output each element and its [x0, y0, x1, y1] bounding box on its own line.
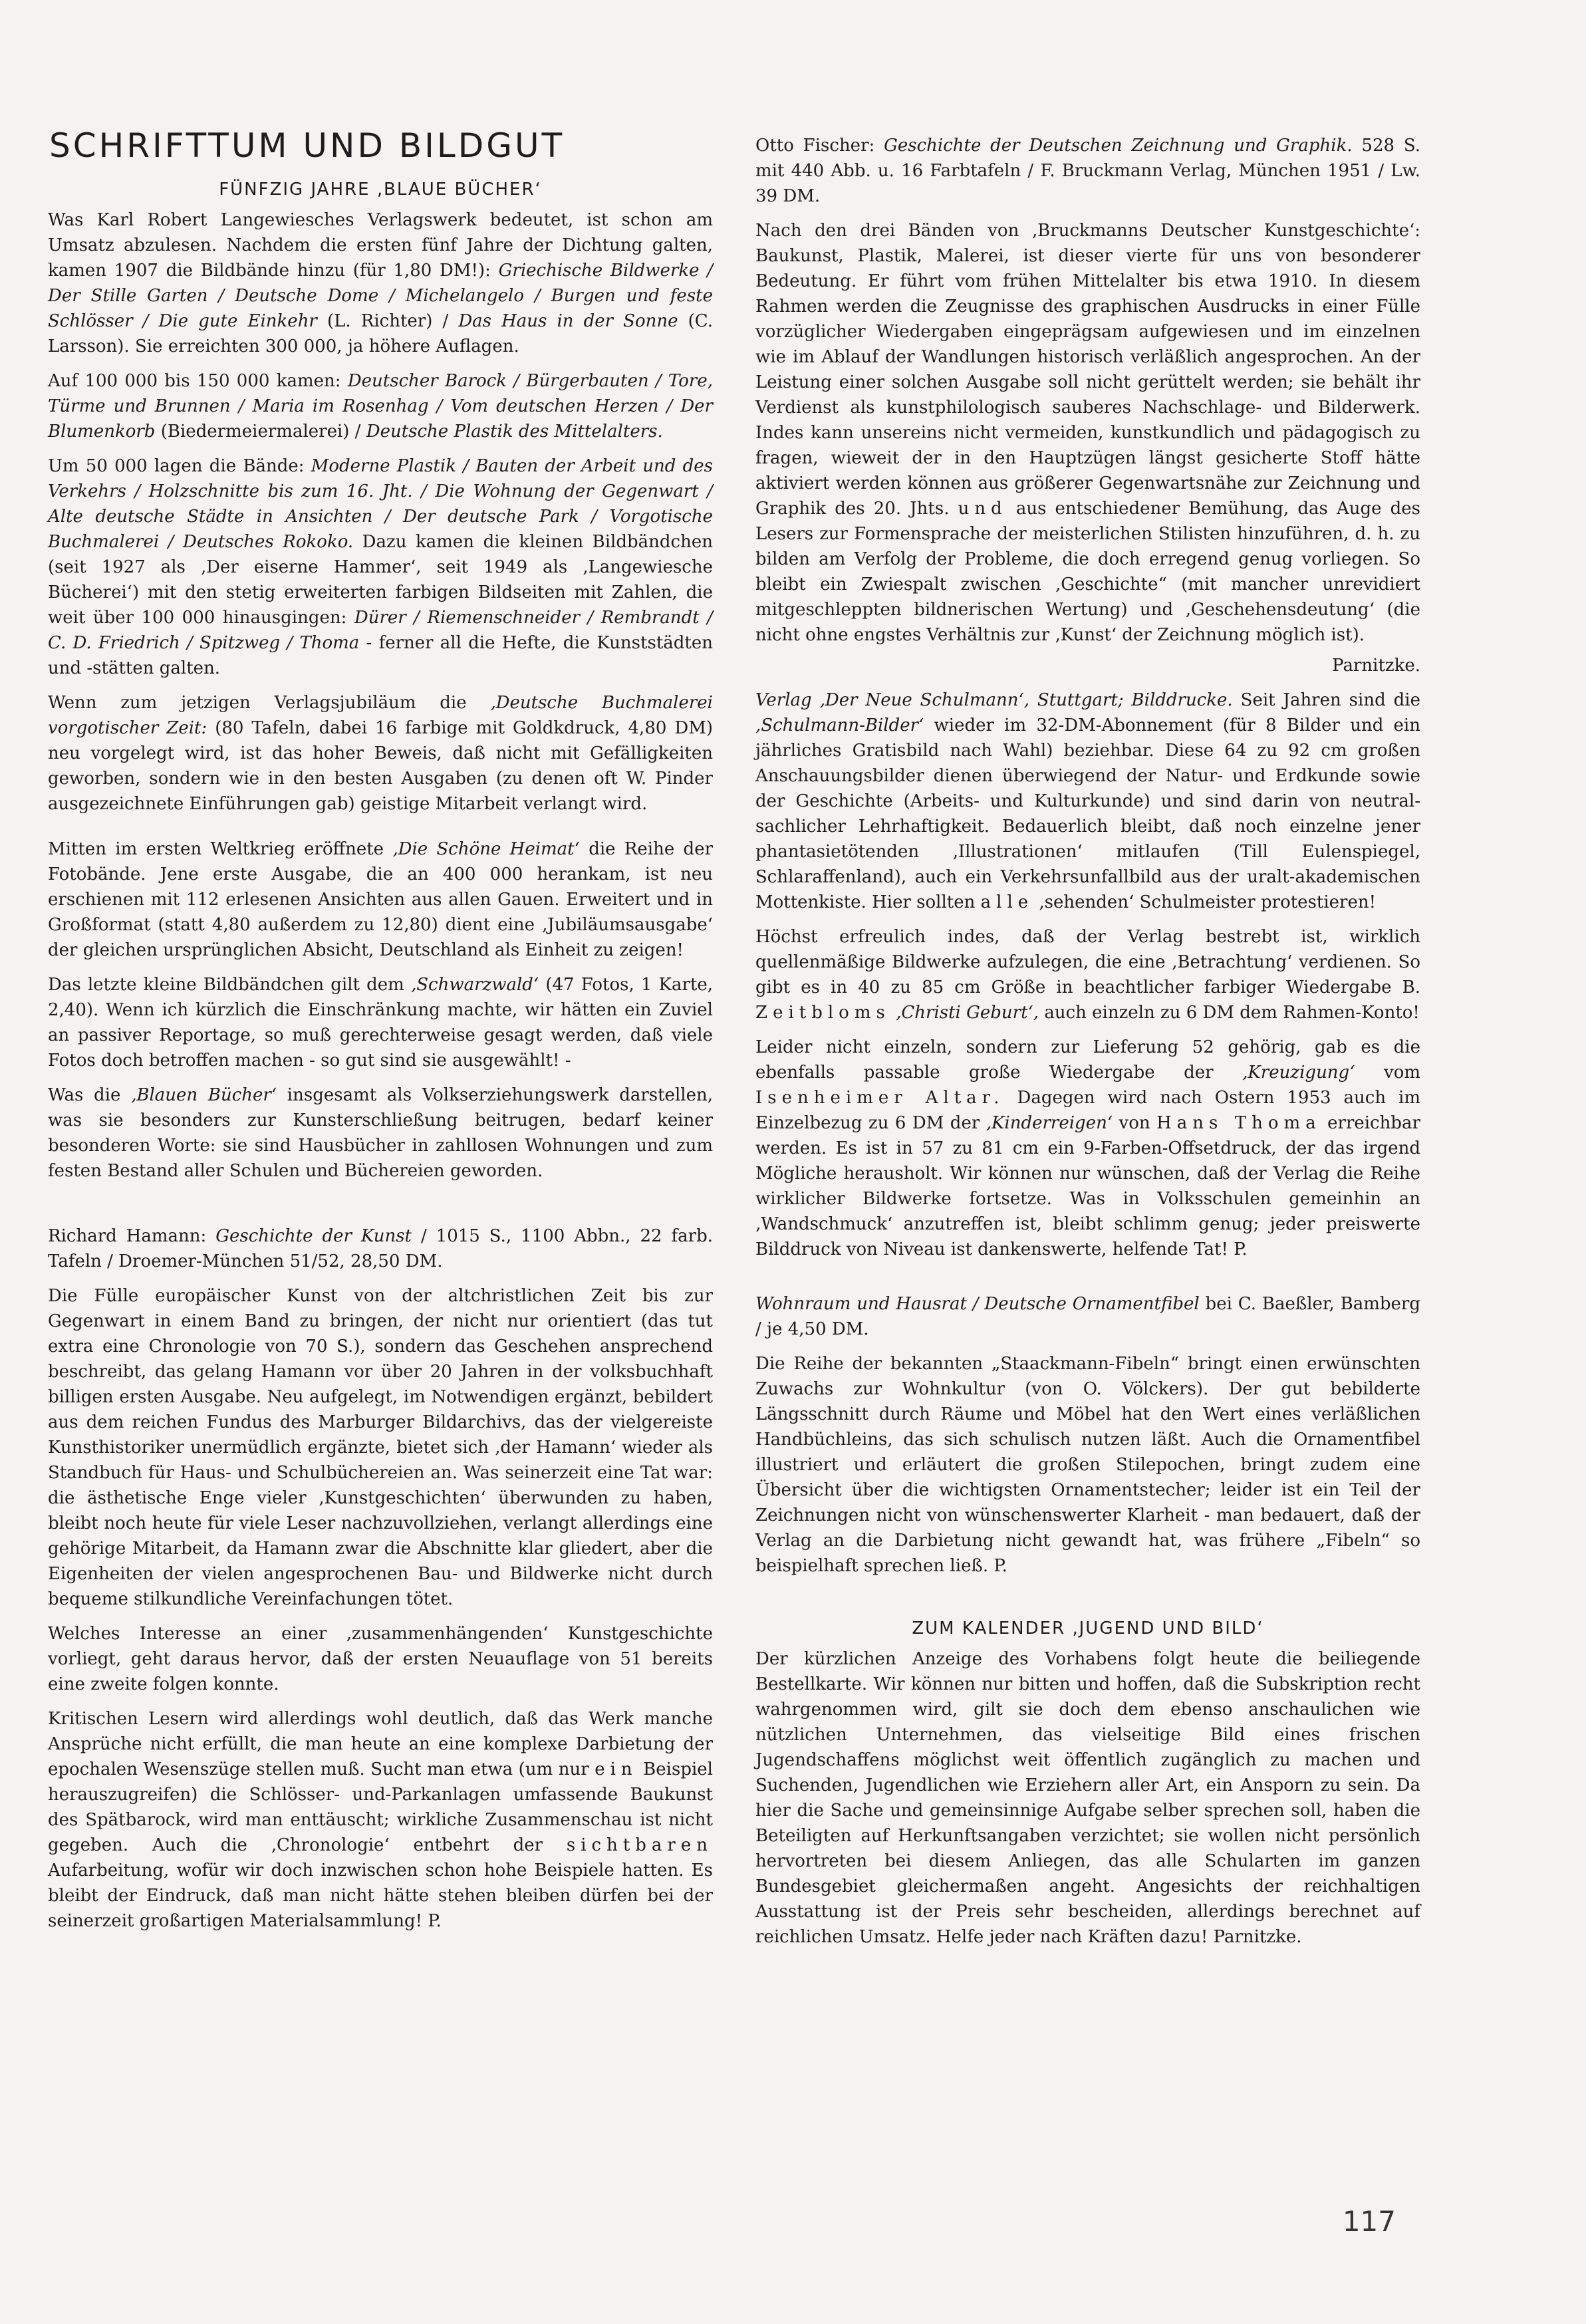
- text: die Reihe der Fotobände. Jene erste Ausgabe, die an 400 000 herankam, ist neu erschienen mit 112 erlesenen Ansichten aus allen Gauen. Erweitert und in Großformat (statt 4,80 außerdem zu 12,80) dient eine ‚Jubiläumsausgabe‘ der gleichen ursprünglichen Absicht, Deutschland als Einheit zu zeigen!: [48, 839, 714, 960]
- section-title-blaue-buecher: FÜNFZIG JAHRE ‚BLAUE BÜCHER‘: [219, 180, 542, 199]
- text: Was die: [48, 1085, 132, 1105]
- text: insgesamt als Volkserziehungswerk darstellen, was sie besonders zur Kunsterschließung beitrugen, bedarf keiner besonderen Worte: sie sind Hausbücher in zahllosen Wohnungen und zum festen Bestand aller Schulen und Büchereien geworden.: [48, 1085, 713, 1181]
- book-title: Das Haus in der Sonne: [458, 311, 678, 331]
- book-title: ‚Schulmann-Bilder‘: [755, 715, 924, 735]
- emphasis: Hans Thoma: [1156, 1113, 1321, 1133]
- paragraph: Die Fülle europäischer Kunst von der altchristlichen Zeit bis zur Gegenwart in einem Band zu bringen, der nicht nur orientiert (das tut extra eine Chronologie von 70 S.), sondern das Geschehen ansprechend beschreibt, das gelang Hamann vor über 20 Jahren in der volksbuchhaft billigen ersten Ausgabe. Neu aufgelegt, im Notwendigen ergänzt, bebildert aus dem reichen Fundus des Marburger Bildarchivs, das der vielgereiste Kunsthistoriker unermüdlich ergänzte, bietet sich ‚der Hamann‘ wieder als Standbuch für Haus- und Schulbüchereien an. Was seinerzeit eine Tat war: die ästhetische Enge vieler ‚Kunstgeschichten‘ überwunden zu haben, bleibt noch heute für viele Leser nachzuvollziehen, verlangt allerdings eine gehörige Mitarbeit, da Hamann zwar die Abschnitte klar gliedert, aber die Eigenheiten der vielen angesprochenen Bau- und Bildwerke nicht durch bequeme stilkundliche Vereinfachungen tötet.: [48, 1286, 713, 1609]
- emphasis: alle: [980, 892, 1034, 912]
- text: erreichbar werden. Es ist in 57 zu 81 cm ein 9-Farben-Offsetdruck, der das irgend Mögliche herausholt. Wir können nur wünschen, daß der Verlag die Reihe wirklicher Bildwerke fortsetze. Was in Volksschulen gemeinhin an ‚Wandschmuck‘ anzutreffen ist, bleibt schlimm genug; jeder preiswerte Bilddruck von Niveau ist dankenswerte, helfende Tat!: [755, 1113, 1420, 1259]
- author-signature: Parnitzke.: [1213, 1927, 1302, 1947]
- author-signature: Parnitzke.: [1332, 656, 1420, 676]
- text: Dazu kamen die kleinen Bildbändchen (seit 1927 als ‚Der eiserne Hammer‘, seit 1949 als ‚Langewiesche Bücherei‘) mit den stetig erweiterten farbigen Bildseiten mit Zahlen, die weit über 100 000 hinausgingen:: [48, 532, 713, 628]
- article-fischer: [755, 133, 1420, 678]
- text: Kritischen Lesern wird allerdings wohl deutlich, daß das Werk manche Ansprüche nicht erfüllt, die man heute an eine komplexe Darbietung der epochalen Wesenszüge stellen muß. Sucht man etwa (um nur: [48, 1709, 713, 1779]
- text: ‚sehenden‘ Schulmeister protestieren!: [1033, 892, 1377, 912]
- author: Richard Hamann:: [48, 1226, 216, 1246]
- book-titles: Deutscher Barock / Bürgerbauten / Tore, Türme und Brunnen / Maria im Rosenhag / Vom deutschen Herzen / Der Blumenkorb: [48, 371, 713, 442]
- book-title: Wohnraum und Hausrat / Deutsche Ornamentfibel: [755, 1294, 1200, 1314]
- emphasis: und: [958, 499, 1007, 519]
- article-schulmann: [755, 688, 1420, 1262]
- book-titles: Dürer / Riemenschneider / Rembrandt / C. D. Friedrich / Spitzweg / Thoma: [48, 608, 713, 653]
- book-title: Deutsche Plastik des Mittelalters.: [366, 422, 663, 442]
- publisher-reference: Verlag ‚Der Neue Schulmann‘, Stuttgart; Bilddrucke.: [755, 690, 1233, 710]
- book-title: ‚Blauen Bücher‘: [131, 1085, 277, 1105]
- paragraph: [48, 368, 713, 444]
- text: (80 Tafeln, dabei 16 farbige mit Goldkdruck, 4,80 DM) neu vorgelegt wird, ist das hoher Beweis, daß nicht mit Gefälligkeiten geworben, sondern wie in den besten Ausgaben (zu denen oft W. Pinder ausgezeichnete Einführungen gab) geistige Mitarbeit verlangt wird.: [48, 718, 713, 814]
- spacer: [755, 1588, 1420, 1618]
- text: Nach den drei Bänden von ‚Bruckmanns Deutscher Kunstgeschichte‘: Baukunst, Plastik, Malerei, ist dieser vierte für uns von besonderer Bedeutung. Er führt vom frühen Mittelalter bis etwa 1910. In diesem Rahmen werden die Zeugnisse des graphischen Ausdrucks in einer Fülle vorzüglicher Wiedergaben eingeprägsam aufgewiesen und im einzelnen wie im Ablauf der Wandlungen historisch verläßlich angesprochen. An der Leistung einer solchen Ausgabe soll nicht gerüttelt werden; sie behält ihr Verdienst als kunstphilologisch sauberes Nachschlage- und Bilderwerk. Indes kann unsereins nicht vermeiden, kunstkundlich und pädagogisch zu fragen, wieweit der in den Hauptzügen längst gesicherte Stoff hätte aktiviert werden können aus größerer Gegenwartsnähe zur Zeichnung und Graphik des 20. Jhts.: [755, 221, 1420, 519]
- paragraph: [48, 972, 713, 1073]
- paragraph: [48, 453, 713, 681]
- book-titles: Griechische Bildwerke / Der Stille Garten / Deutsche Dome / Michelangelo / Burgen und feste Schlösser / Die gute Einkehr: [48, 261, 713, 331]
- paragraph: [755, 1351, 1420, 1579]
- text: wieder im 32-DM-Abonnement (für 8 Bilder und ein jährliches Gratisbild nach Wahl) beziehbar. Diese 64 zu 92 cm großen Anschauungsbilder dienen überwiegend der Natur- und Erdkunde sowie der Geschichte (Arbeits- und Kulturkunde) und sind darin von neutral-sachlicher Lehrhaftigkeit. Bedauerlich bleibt, daß noch einzelne jener phantasietötenden ‚Illustrationen‘ mitlaufen (Till Eulenspiegel, Schlaraffenland), auch ein Verkehrsunfallbild aus der uralt-akademischen Mottenkiste. Hier sollten: [755, 715, 1420, 912]
- text: Aufarbeitung, wofür wir doch inzwischen schon hohe Beispiele hatten. Es bleibt der Eindruck, daß man nicht hätte stehen bleiben dürfen bei der seinerzeit großartigen Materialsammlung!: [48, 1861, 713, 1931]
- paragraph: [48, 207, 713, 359]
- author-signature: P.: [993, 1556, 1007, 1576]
- left-column: [48, 120, 713, 1943]
- author-signature: P.: [428, 1911, 442, 1931]
- text: Mitten im ersten Weltkrieg eröffnete: [48, 839, 393, 859]
- text: Seit Jahren sind die: [1232, 690, 1420, 710]
- paragraph: [755, 218, 1420, 648]
- text: (47 Fotos, 1 Karte, 2,40). Wenn ich kürzlich die Einschränkung machte, wir hätten ein Zuviel an passiver Reportage, so muß gerechterweise gesagt werden, daß viele Fotos doch betroffen machen - so gut sind sie ausgewählt! -: [48, 975, 714, 1071]
- paragraph: [755, 1035, 1420, 1262]
- paragraph: [755, 924, 1420, 1025]
- text: Auf 100 000 bis 150 000 kamen:: [48, 371, 348, 391]
- paragraph: Welches Interesse an einer ‚zusammenhängenden‘ Kunstgeschichte vorliegt, geht daraus hervor, daß der ersten Neuauflage von 51 bereits eine zweite folgen konnte.: [48, 1624, 713, 1694]
- paragraph: [48, 837, 713, 963]
- section-title-kalender: ZUM KALENDER ‚JUGEND UND BILD‘: [912, 1618, 1264, 1638]
- text: Das letzte kleine Bildbändchen gilt dem: [48, 975, 411, 995]
- publication-details: 528 S. mit 440 Abb. u. 16 Farbtafeln / F. Bruckmann Verlag, München 1951 / Lw. 39 DM.: [755, 136, 1420, 206]
- paragraph: [755, 688, 1420, 915]
- book-title: Geschichte der Deutschen Zeichnung und Graphik.: [884, 136, 1353, 156]
- article-kalender: [755, 1618, 1420, 1950]
- page-title: SCHRIFTTUM UND BILDGUT: [49, 126, 565, 165]
- text: (L. Richter) /: [317, 311, 459, 331]
- article-blaue-buecher: [48, 207, 713, 1184]
- right-column: [755, 133, 1420, 1959]
- book-reference: [755, 1291, 1420, 1342]
- book-title: ‚Deutsche Buchmalerei vorgotischer Zeit:: [48, 693, 714, 738]
- text: von: [1113, 1113, 1157, 1133]
- text: Die Reihe der bekannten „Staackmann-Fibeln“ bringt einen erwünschten Zuwachs zur Wohnkultur (von O. Völckers). Der gut bebilderte Längsschnitt durch Räume und Möbel hat den Wert eines verläßlichen Handbüchleins, das sich schulisch nutzen läßt. Auch die Ornamentfibel illustriert und erläutert die großen Stilepochen, bringt zudem eine Übersicht über die wichtigsten Ornamentstecher; leider ist ein Teil der Zeichnungen nicht von wünschenswerter Klarheit - man bedauert, daß der Verlag an die Darbietung nicht gewandt hat, was frühere „Fibeln“ so beispielhaft sprechen ließ.: [755, 1354, 1420, 1576]
- text: Der kürzlichen Anzeige des Vorhabens folgt heute die beiliegende Bestellkarte. Wir können nur bitten und hoffen, daß die Subskription recht wahrgenommen wird, gilt sie doch dem ebenso anschaulichen wie nützlichen Unternehmen, das vielseitige Bild eines frischen Jugendschaffens möglichst weit öffentlich zugänglich zu machen und Suchenden, Jugendlichen wie Erziehern aller Art, ein Ansporn zu sein. Da hier die Sache und gemeinsinnige Aufgabe selber sprechen soll, haben die Beteiligten auf Herkunftsangaben verzichtet; sie wollen nicht persönlich hervortreten bei diesem Anliegen, das alle Schularten im ganzen Bundesgebiet gleichermaßen angeht. Angesichts der reichhaltigen Ausstattung ist der Preis sehr bescheiden, allerdings berechnet auf reichlichen Umsatz. Helfe jeder nach Kräften dazu!: [755, 1649, 1420, 1947]
- text: Was Karl Robert Langewiesches Verlagswerk bedeutet, ist schon am Umsatz abzulesen. Nachdem die ersten fünf Jahre der Dichtung galten, kamen 1907 die Bildbände hinzu (für 1,80 DM!):: [48, 210, 713, 281]
- book-title: Geschichte der Kunst: [215, 1226, 412, 1246]
- book-titles: Moderne Plastik / Bauten der Arbeit und des Verkehrs / Holzschnitte bis zum 16. Jht. / Die Wohnung der Gegenwart / Alte deutsche Städte in Ansichten / Der deutsche Park / Vorgotische Buchmalerei / Deutsches Rokoko.: [48, 456, 713, 552]
- article-wohnraum: [755, 1291, 1420, 1579]
- paragraph: [755, 1646, 1420, 1950]
- article-hamann: [48, 1224, 713, 1934]
- book-reference: [48, 1224, 713, 1274]
- text: auch einzeln zu 6 DM dem Rahmen-Konto!: [1039, 1003, 1420, 1023]
- artwork-title: ‚Kinderreigen‘: [986, 1113, 1113, 1133]
- text: aus entschiedener Bemühung, das Auge des Lesers zur Formensprache der meisterlichen Stilisten hinzuführen, d. h. zu bilden am Verfolg der Probleme, die doch erregend genug vorliegen. So bleibt ein Zwiespalt zwischen ‚Geschichte“ (mit mancher unrevidiert mitgeschleppten bildnerischen Wertung) und ‚Geschehensdeutung‘ (die nicht ohne engstes Verhältnis zur ‚Kunst‘ der Zeichnung möglich ist).: [755, 499, 1420, 645]
- emphasis: ein: [595, 1759, 638, 1779]
- book-reference: [755, 133, 1420, 209]
- text: (Biedermeiermalerei) /: [155, 422, 366, 442]
- text: Dagegen wird nach Ostern 1953 auch im Einzelbezug zu 6 DM der: [755, 1088, 1420, 1133]
- text: (C. Larsson). Sie erreichten 300 000, ja höhere Auflagen.: [48, 311, 714, 356]
- emphasis: Isenheimer Altar.: [755, 1088, 1005, 1108]
- emphasis: sichtbaren: [566, 1835, 713, 1855]
- author: Otto Fischer:: [755, 136, 884, 156]
- artwork-title: ‚Christi Geburt‘,: [896, 1003, 1039, 1023]
- text: Wenn zum jetzigen Verlagsjubiläum die: [48, 693, 491, 713]
- book-title: ‚Die Schöne Heimat‘: [392, 839, 580, 859]
- text: Um 50 000 lagen die Bände:: [48, 456, 311, 476]
- paragraph: [48, 690, 713, 817]
- spacer: [48, 1193, 713, 1224]
- paragraph: [48, 1706, 713, 1934]
- text: vom: [1355, 1063, 1420, 1083]
- spacer: [755, 1271, 1420, 1291]
- page-number: 117: [1342, 2205, 1396, 2238]
- paragraph: [48, 1083, 713, 1184]
- author-signature: P.: [1234, 1239, 1248, 1259]
- artwork-title: ‚Kreuzigung‘: [1242, 1063, 1355, 1083]
- book-title: ‚Schwarzwald‘: [410, 975, 539, 995]
- publication-details: bei C. Baeßler, Bamberg / je 4,50 DM.: [755, 1294, 1420, 1339]
- emphasis: Zeitbloms: [755, 1003, 890, 1023]
- publication-details: / 1015 S., 1100 Abbn., 22 farb. Tafeln / Droemer-München 51/52, 28,50 DM.: [48, 1226, 713, 1271]
- text: Höchst erfreulich indes, daß der Verlag bestrebt ist, wirklich quellenmäßige Bildwerke aufzulegen, die eine ‚Betrachtung‘ verdienen. So gibt es in 40 zu 85 cm Größe in beachtlicher farbiger Wiedergabe B.: [755, 927, 1420, 997]
- text: Beispiel herauszugreifen) die Schlösser- und-Parkanlagen umfassende Baukunst des Spätbarock, wird man enttäuscht; wirkliche Zusammenschau ist nicht gegeben. Auch die ‚Chronologie‘ entbehrt der: [48, 1759, 713, 1855]
- text: - ferner all die Hefte, die Kunststädten und -stätten galten.: [48, 633, 713, 678]
- text: [890, 1003, 896, 1023]
- text: Leider nicht einzeln, sondern zur Lieferung 52 gehörig, gab es die ebenfalls passable große Wiedergabe der: [755, 1037, 1420, 1083]
